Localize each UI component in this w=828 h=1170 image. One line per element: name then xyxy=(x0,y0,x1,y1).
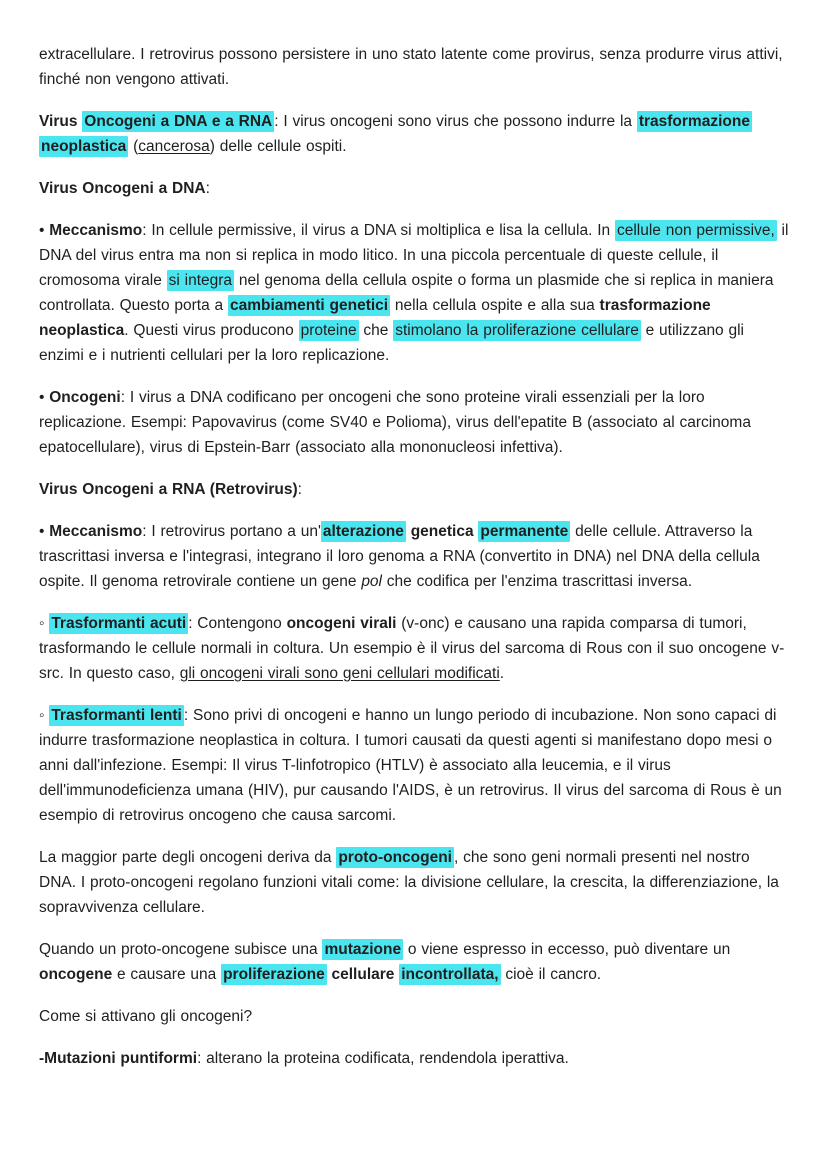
text-run: : xyxy=(297,481,302,498)
text-run: , che sono geni normali presenti nel nostro DNA. I proto-oncogeni regolano funzioni vitali come: la divisione cellulare, la crescita, la differenziazione, la sopravvivenza cellulare. xyxy=(39,849,779,916)
text-run: -Mutazioni puntiformi xyxy=(39,1050,198,1067)
text-run: cellulare xyxy=(326,966,400,983)
text-run: o viene espresso in eccesso, può diventare un xyxy=(403,941,731,958)
text-run: Virus Oncogeni a DNA xyxy=(39,180,206,197)
document-body xyxy=(39,42,789,1071)
text-run: Virus Oncogeni a RNA (Retrovirus) xyxy=(39,481,298,498)
text-run: nella cellula ospite e alla sua xyxy=(390,297,600,314)
paragraph xyxy=(39,937,789,987)
text-run: • xyxy=(39,222,50,239)
paragraph xyxy=(39,477,789,502)
text-run: che xyxy=(358,322,394,339)
highlighted-text: stimolano la proliferazione cellulare xyxy=(395,322,639,339)
text-run: : In cellule permissive, il virus a DNA si moltiplica e lisa la cellula. In xyxy=(142,222,615,239)
highlighted-text: si integra xyxy=(168,272,233,289)
text-run: oncogene xyxy=(39,966,113,983)
text-run: il DNA del virus entra ma non si replica in modo litico. In una piccola percentuale di queste cellule, il cromosoma virale xyxy=(39,222,789,289)
paragraph xyxy=(39,611,789,686)
text-run: • xyxy=(39,523,50,540)
paragraph xyxy=(39,218,789,368)
paragraph xyxy=(39,42,789,92)
text-run: . Questi virus producono xyxy=(124,322,299,339)
text-run: ) delle cellule ospiti. xyxy=(209,138,347,155)
paragraph xyxy=(39,1004,789,1029)
text-run: : Contengono xyxy=(188,615,287,632)
text-run: Virus xyxy=(39,113,83,130)
paragraph xyxy=(39,845,789,920)
paragraph xyxy=(39,1046,789,1071)
text-run: Come si attivano gli oncogeni? xyxy=(39,1008,253,1025)
highlighted-text: proteine xyxy=(300,322,357,339)
text-run: delle cellule. Attraverso la trascrittasi inversa e l'integrasi, integrano il loro genoma a RNA (convertito in DNA) nel DNA della cellula ospite. Il genoma retrovirale contiene un gene xyxy=(39,523,760,590)
text-run: ◦ xyxy=(39,707,50,724)
text-run: La maggior parte degli oncogeni deriva da xyxy=(39,849,337,866)
text-run: che codifica per l'enzima trascrittasi inversa. xyxy=(382,573,693,590)
text-run: . xyxy=(499,665,505,682)
highlighted-text: permanente xyxy=(480,523,569,540)
paragraph xyxy=(39,109,789,159)
text-run: : Sono privi di oncogeni e hanno un lungo periodo di incubazione. Non sono capaci di indurre trasformazione neoplastica in coltura. I tumori causati da questi agenti si manifestano dopo mesi o anni dall'infezione. Esempi: Il virus T-linfotropico (HTLV) è associato alla leucemia, e il virus dell'immunodeficienza umana (HIV), pur causando l'AIDS, è un retrovirus. Il virus del sarcoma di Rous è un esempio di retrovirus oncogeno che causa sarcomi. xyxy=(39,707,782,824)
text-run: Meccanismo xyxy=(49,523,143,540)
text-run: ◦ xyxy=(39,615,50,632)
text-run: cioè il cancro. xyxy=(500,966,602,983)
highlighted-text: mutazione xyxy=(324,941,402,958)
text-run: : xyxy=(205,180,210,197)
highlighted-text: Trasformanti lenti xyxy=(51,707,182,724)
text-run: cancerosa xyxy=(138,138,210,155)
highlighted-text: cambiamenti genetici xyxy=(229,297,389,314)
paragraph xyxy=(39,176,789,201)
highlighted-text: trasformazione neoplastica xyxy=(41,113,750,155)
text-run: : I virus a DNA codificano per oncogeni che sono proteine virali essenziali per la loro replicazione. Esempi: Papovavirus (come SV40 e Polioma), virus dell'epatite B (associato al carcinoma epatocellulare), virus di Epstein-Barr (associato alla mononucleosi infettiva). xyxy=(39,389,751,456)
text-run: : I retrovirus portano a un' xyxy=(142,523,321,540)
text-run: genetica xyxy=(405,523,479,540)
text-run: extracellulare. I retrovirus possono persistere in uno stato latente come provirus, senza produrre virus attivi, finché non vengono attivati. xyxy=(39,46,783,88)
text-run: : I virus oncogeni sono virus che possono indurre la xyxy=(274,113,637,130)
paragraph xyxy=(39,519,789,594)
text-run: ( xyxy=(128,138,139,155)
paragraph xyxy=(39,385,789,460)
text-run: oncogeni virali xyxy=(286,615,397,632)
highlighted-text: proto-oncogeni xyxy=(338,849,452,866)
text-run: : alterano la proteina codificata, rendendola iperattiva. xyxy=(197,1050,569,1067)
text-run: Quando un proto-oncogene subisce una xyxy=(39,941,323,958)
text-run: gli oncogeni virali sono geni cellulari modificati xyxy=(179,665,500,682)
highlighted-text: proliferazione xyxy=(223,966,325,983)
text-run: Meccanismo xyxy=(49,222,143,239)
text-run: trasformazione neoplastica xyxy=(39,297,711,339)
highlighted-text: incontrollata, xyxy=(401,966,499,983)
text-run: Oncogeni xyxy=(49,389,121,406)
highlighted-text: Oncogeni a DNA e a RNA xyxy=(84,113,273,130)
text-run: (v-onc) e causano una rapida comparsa di tumori, trasformando le cellule normali in coltura. Un esempio è il virus del sarcoma di Rous con il suo oncogene v-src. In questo caso, xyxy=(39,615,785,682)
text-run: • xyxy=(39,389,50,406)
highlighted-text: alterazione xyxy=(322,523,404,540)
text-run: pol xyxy=(361,573,382,590)
text-run: nel genoma della cellula ospite o forma un plasmide che si replica in maniera controllata. Questo porta a xyxy=(39,272,774,314)
paragraph xyxy=(39,703,789,828)
text-run: e utilizzano gli enzimi e i nutrienti cellulari per la loro replicazione. xyxy=(39,322,744,364)
highlighted-text: cellule non permissive, xyxy=(616,222,775,239)
text-run: e causare una xyxy=(112,966,222,983)
highlighted-text: Trasformanti acuti xyxy=(51,615,187,632)
